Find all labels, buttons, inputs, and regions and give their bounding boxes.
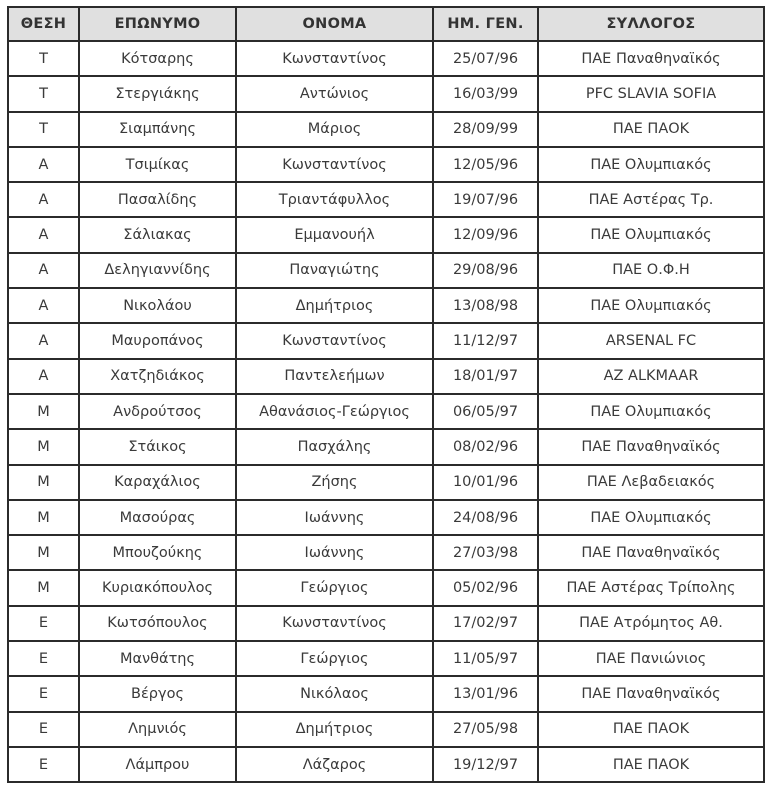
cell-first-name: Ζήσης xyxy=(236,465,433,500)
cell-position: Μ xyxy=(8,465,79,500)
table-row xyxy=(8,112,764,147)
cell-club: ΠΑΕ Πανιώνιος xyxy=(538,641,764,676)
cell-position: Ε xyxy=(8,712,79,747)
cell-first-name: Αντώνιος xyxy=(236,76,433,111)
cell-surname: Στάικος xyxy=(79,429,236,464)
cell-first-name: Γεώργιος xyxy=(236,570,433,605)
cell-surname: Δεληγιαννίδης xyxy=(79,253,236,288)
cell-position: Α xyxy=(8,288,79,323)
cell-first-name: Δημήτριος xyxy=(236,288,433,323)
cell-birth-date: 27/03/98 xyxy=(433,535,538,570)
cell-club: ΠΑΕ Αστέρας Τρ. xyxy=(538,182,764,217)
roster-table-container xyxy=(7,6,765,783)
cell-club: ΠΑΕ Ατρόμητος Αθ. xyxy=(538,606,764,641)
cell-surname: Κυριακόπουλος xyxy=(79,570,236,605)
cell-position: Τ xyxy=(8,112,79,147)
cell-club: ΠΑΕ Ολυμπιακός xyxy=(538,394,764,429)
cell-club: ΠΑΕ Ο.Φ.Η xyxy=(538,253,764,288)
cell-first-name: Πασχάλης xyxy=(236,429,433,464)
cell-surname: Λημνιός xyxy=(79,712,236,747)
cell-surname: Μαυροπάνος xyxy=(79,323,236,358)
cell-club: ΠΑΕ Ολυμπιακός xyxy=(538,288,764,323)
cell-surname: Καραχάλιος xyxy=(79,465,236,500)
cell-birth-date: 05/02/96 xyxy=(433,570,538,605)
cell-surname: Μπουζούκης xyxy=(79,535,236,570)
cell-surname: Τσιμίκας xyxy=(79,147,236,182)
cell-first-name: Μάριος xyxy=(236,112,433,147)
cell-first-name: Αθανάσιος-Γεώργιος xyxy=(236,394,433,429)
table-row xyxy=(8,359,764,394)
cell-surname: Χατζηδιάκος xyxy=(79,359,236,394)
cell-surname: Σιαμπάνης xyxy=(79,112,236,147)
cell-birth-date: 12/09/96 xyxy=(433,217,538,252)
cell-first-name: Εμμανουήλ xyxy=(236,217,433,252)
cell-birth-date: 27/05/98 xyxy=(433,712,538,747)
cell-position: Τ xyxy=(8,76,79,111)
cell-surname: Στεργιάκης xyxy=(79,76,236,111)
cell-birth-date: 18/01/97 xyxy=(433,359,538,394)
table-row xyxy=(8,500,764,535)
cell-birth-date: 13/01/96 xyxy=(433,676,538,711)
cell-position: Α xyxy=(8,147,79,182)
table-row xyxy=(8,182,764,217)
cell-first-name: Παντελεήμων xyxy=(236,359,433,394)
cell-position: Α xyxy=(8,253,79,288)
cell-club: PFC SLAVIA SOFIA xyxy=(538,76,764,111)
cell-position: Μ xyxy=(8,570,79,605)
table-row xyxy=(8,394,764,429)
cell-birth-date: 19/07/96 xyxy=(433,182,538,217)
cell-club: ΠΑΕ ΠΑΟΚ xyxy=(538,712,764,747)
cell-club: AZ ALKMAAR xyxy=(538,359,764,394)
column-header-position: ΘΕΣΗ xyxy=(8,7,79,41)
cell-birth-date: 16/03/99 xyxy=(433,76,538,111)
cell-position: Α xyxy=(8,217,79,252)
cell-birth-date: 13/08/98 xyxy=(433,288,538,323)
table-header xyxy=(8,7,764,41)
table-row xyxy=(8,147,764,182)
cell-birth-date: 19/12/97 xyxy=(433,747,538,782)
cell-club: ΠΑΕ Παναθηναϊκός xyxy=(538,429,764,464)
cell-position: Μ xyxy=(8,394,79,429)
table-row xyxy=(8,641,764,676)
cell-surname: Μασούρας xyxy=(79,500,236,535)
cell-club: ARSENAL FC xyxy=(538,323,764,358)
table-row xyxy=(8,570,764,605)
cell-first-name: Κωνσταντίνος xyxy=(236,606,433,641)
cell-club: ΠΑΕ Ολυμπιακός xyxy=(538,500,764,535)
cell-position: Τ xyxy=(8,41,79,76)
column-header-club: ΣΥΛΛΟΓΟΣ xyxy=(538,7,764,41)
cell-birth-date: 06/05/97 xyxy=(433,394,538,429)
cell-birth-date: 11/05/97 xyxy=(433,641,538,676)
cell-club: ΠΑΕ Λεβαδειακός xyxy=(538,465,764,500)
cell-position: Ε xyxy=(8,606,79,641)
cell-surname: Βέργος xyxy=(79,676,236,711)
table-row xyxy=(8,288,764,323)
table-row xyxy=(8,217,764,252)
cell-first-name: Λάζαρος xyxy=(236,747,433,782)
table-body xyxy=(8,41,764,782)
cell-surname: Μανθάτης xyxy=(79,641,236,676)
cell-position: Μ xyxy=(8,500,79,535)
cell-position: Μ xyxy=(8,535,79,570)
table-row xyxy=(8,76,764,111)
cell-club: ΠΑΕ Παναθηναϊκός xyxy=(538,535,764,570)
column-header-birth-date: ΗΜ. ΓΕΝ. xyxy=(433,7,538,41)
cell-position: Α xyxy=(8,323,79,358)
cell-surname: Σάλιακας xyxy=(79,217,236,252)
table-row xyxy=(8,465,764,500)
cell-surname: Λάμπρου xyxy=(79,747,236,782)
header-row xyxy=(8,7,764,41)
table-row xyxy=(8,253,764,288)
cell-birth-date: 25/07/96 xyxy=(433,41,538,76)
column-header-surname: ΕΠΩΝΥΜΟ xyxy=(79,7,236,41)
cell-birth-date: 12/05/96 xyxy=(433,147,538,182)
cell-club: ΠΑΕ Ολυμπιακός xyxy=(538,147,764,182)
cell-birth-date: 11/12/97 xyxy=(433,323,538,358)
table-row xyxy=(8,41,764,76)
cell-surname: Κότσαρης xyxy=(79,41,236,76)
cell-first-name: Κωνσταντίνος xyxy=(236,147,433,182)
cell-club: ΠΑΕ Παναθηναϊκός xyxy=(538,41,764,76)
cell-first-name: Δημήτριος xyxy=(236,712,433,747)
cell-birth-date: 08/02/96 xyxy=(433,429,538,464)
cell-surname: Κωτσόπουλος xyxy=(79,606,236,641)
cell-first-name: Γεώργιος xyxy=(236,641,433,676)
cell-club: ΠΑΕ ΠΑΟΚ xyxy=(538,112,764,147)
table-row xyxy=(8,676,764,711)
cell-club: ΠΑΕ Αστέρας Τρίπολης xyxy=(538,570,764,605)
cell-position: Ε xyxy=(8,641,79,676)
cell-first-name: Κωνσταντίνος xyxy=(236,323,433,358)
cell-birth-date: 29/08/96 xyxy=(433,253,538,288)
cell-first-name: Ιωάννης xyxy=(236,500,433,535)
table-row xyxy=(8,323,764,358)
table-row xyxy=(8,747,764,782)
cell-first-name: Παναγιώτης xyxy=(236,253,433,288)
cell-first-name: Τριαντάφυλλος xyxy=(236,182,433,217)
cell-birth-date: 10/01/96 xyxy=(433,465,538,500)
cell-surname: Πασαλίδης xyxy=(79,182,236,217)
cell-club: ΠΑΕ Ολυμπιακός xyxy=(538,217,764,252)
cell-first-name: Κωνσταντίνος xyxy=(236,41,433,76)
cell-position: Ε xyxy=(8,747,79,782)
cell-position: Ε xyxy=(8,676,79,711)
cell-club: ΠΑΕ ΠΑΟΚ xyxy=(538,747,764,782)
cell-position: Α xyxy=(8,182,79,217)
cell-club: ΠΑΕ Παναθηναϊκός xyxy=(538,676,764,711)
cell-first-name: Νικόλαος xyxy=(236,676,433,711)
table-row xyxy=(8,712,764,747)
column-header-first-name: ΟΝΟΜΑ xyxy=(236,7,433,41)
table-row xyxy=(8,535,764,570)
cell-surname: Ανδρούτσος xyxy=(79,394,236,429)
cell-first-name: Ιωάννης xyxy=(236,535,433,570)
cell-birth-date: 17/02/97 xyxy=(433,606,538,641)
roster-table xyxy=(7,6,765,783)
cell-birth-date: 24/08/96 xyxy=(433,500,538,535)
cell-position: Μ xyxy=(8,429,79,464)
table-row xyxy=(8,606,764,641)
table-row xyxy=(8,429,764,464)
cell-birth-date: 28/09/99 xyxy=(433,112,538,147)
cell-surname: Νικολάου xyxy=(79,288,236,323)
cell-position: Α xyxy=(8,359,79,394)
